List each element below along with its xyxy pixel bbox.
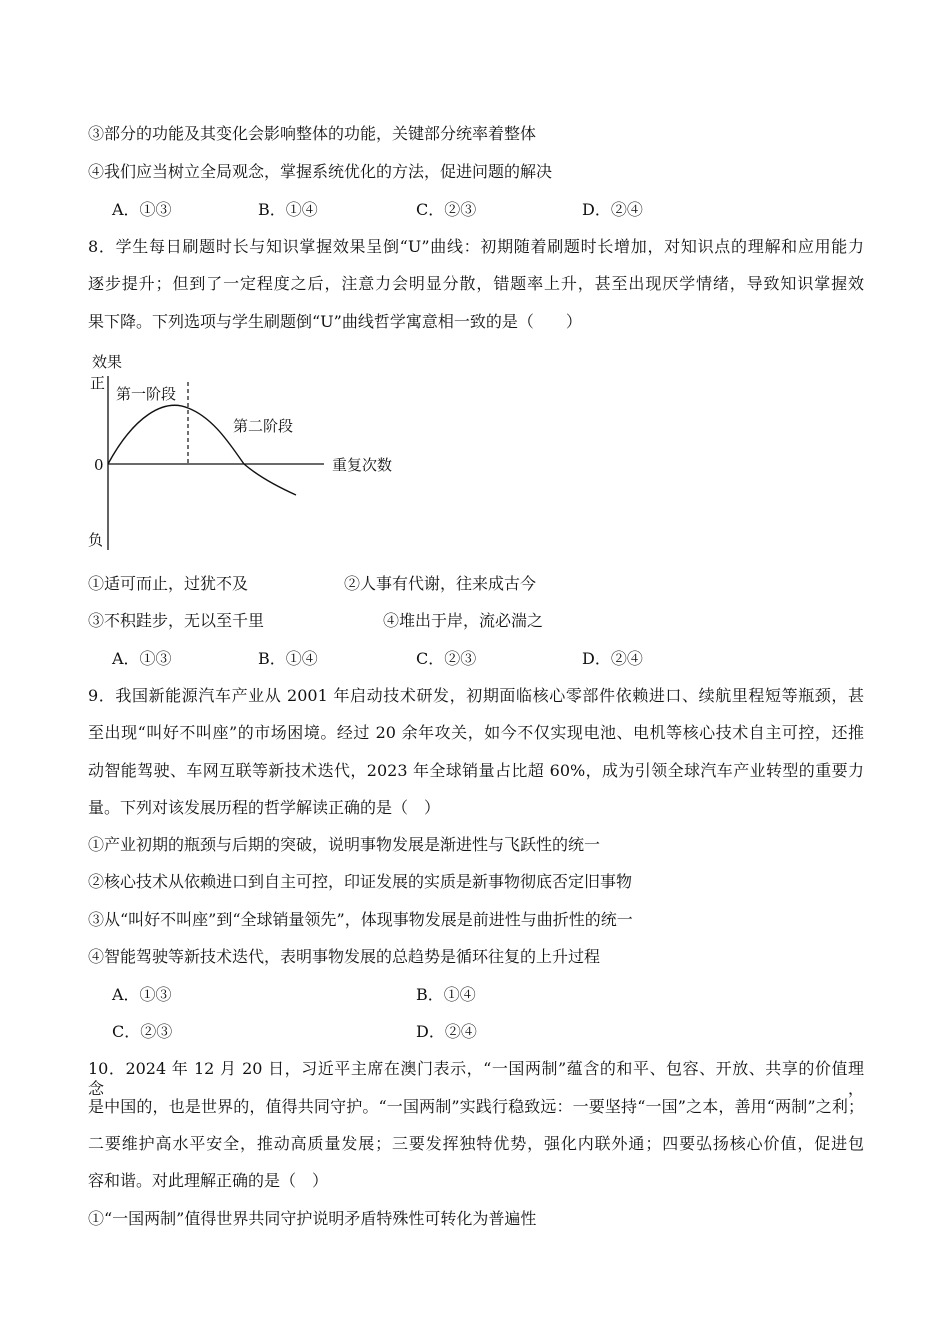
positive-label: 正 <box>90 374 106 392</box>
q9-option-d: D．②④ <box>416 1022 477 1041</box>
q9-statement-1: ①产业初期的瓶颈与后期的突破，说明事物发展是渐进性与飞跃性的统一 <box>88 835 601 854</box>
inverted-u-curve-figure <box>86 346 416 556</box>
q7-option-d: D．②④ <box>582 200 643 219</box>
q10-stem-line-4: 容和谐。对此理解正确的是（ ） <box>88 1171 329 1190</box>
q10-statement-1: ①“一国两制”值得世界共同守护说明矛盾特殊性可转化为普遍性 <box>88 1209 537 1228</box>
q9-statement-4: ④智能驾驶等新技术迭代，表明事物发展的总趋势是循环往复的上升过程 <box>88 947 601 966</box>
q9-stem-line-4: 量。下列对该发展历程的哲学解读正确的是（ ） <box>88 798 441 817</box>
q10-stem-line-1: 10．2024 年 12 月 20 日，习近平主席在澳门表示，“一国两制”蕴含的和平、包容、开放、共享的价值理念， <box>88 1059 864 1098</box>
zero-label: 0 <box>94 456 104 474</box>
q7-option-c: C．②③ <box>416 200 477 219</box>
x-axis-label: 重复次数 <box>332 456 393 474</box>
stage-2-label: 第二阶段 <box>233 417 294 435</box>
q9-option-a: A．①③ <box>112 985 172 1004</box>
q7-statement-4: ④我们应当树立全局观念，掌握系统优化的方法，促进问题的解决 <box>88 162 553 181</box>
q9-stem-line-2: 至出现“叫好不叫座”的市场困境。经过 20 余年攻关，如今不仅实现电池、电机等核心技术自主可控，还推 <box>88 723 864 742</box>
q8-statement-3: ③不积跬步，无以至千里 <box>88 611 265 630</box>
q7-statement-3: ③部分的功能及其变化会影响整体的功能，关键部分统率着整体 <box>88 124 537 143</box>
q8-option-b: B．①④ <box>258 649 318 668</box>
q9-option-c: C．②③ <box>112 1022 173 1041</box>
q10-stem-line-2: 是中国的，也是世界的，值得共同守护。“一国两制”实践行稳致远：一要坚持“一国”之本，善用“两制”之利； <box>88 1097 864 1116</box>
q8-statement-1: ①适可而止，过犹不及 <box>88 574 249 593</box>
q8-stem-line-2: 逐步提升；但到了一定程度之后，注意力会明显分散，错题率上升，甚至出现厌学情绪，导致知识掌握效 <box>88 274 864 293</box>
q8-option-c: C．②③ <box>416 649 477 668</box>
q10-stem-line-3: 二要维护高水平安全，推动高质量发展；三要发挥独特优势，强化内联外通；四要弘扬核心价值，促进包 <box>88 1134 864 1153</box>
q9-statement-2: ②核心技术从依赖进口到自主可控，印证发展的实质是新事物彻底否定旧事物 <box>88 872 633 891</box>
q8-stem-line-1: 8．学生每日刷题时长与知识掌握效果呈倒“U”曲线：初期随着刷题时长增加，对知识点的理解和应用能力 <box>88 237 864 256</box>
stage-1-label: 第一阶段 <box>116 385 177 403</box>
curve-diagram <box>86 346 416 556</box>
q8-stem-line-3: 果下降。下列选项与学生刷题倒“U”曲线哲学寓意相一致的是（ ） <box>88 312 582 331</box>
q9-stem-line-1: 9．我国新能源汽车产业从 2001 年启动技术研发，初期面临核心零部件依赖进口、续航里程短等瓶颈，甚 <box>88 686 864 705</box>
y-axis-label: 效果 <box>92 353 123 371</box>
q7-option-b: B．①④ <box>258 200 318 219</box>
q8-option-d: D．②④ <box>582 649 643 668</box>
q9-statement-3: ③从“叫好不叫座”到“全球销量领先”，体现事物发展是前进性与曲折性的统一 <box>88 910 633 929</box>
q9-option-b: B．①④ <box>416 985 476 1004</box>
q7-option-a: A．①③ <box>112 200 172 219</box>
q8-option-a: A．①③ <box>112 649 172 668</box>
q8-statement-2: ②人事有代谢，往来成古今 <box>344 574 537 593</box>
negative-label: 负 <box>88 531 104 549</box>
q9-stem-line-3: 动智能驾驶、车网互联等新技术迭代，2023 年全球销量占比超 60%，成为引领全球汽车产业转型的重要力 <box>88 761 864 780</box>
q8-statement-4: ④堆出于岸，流必湍之 <box>383 611 544 630</box>
